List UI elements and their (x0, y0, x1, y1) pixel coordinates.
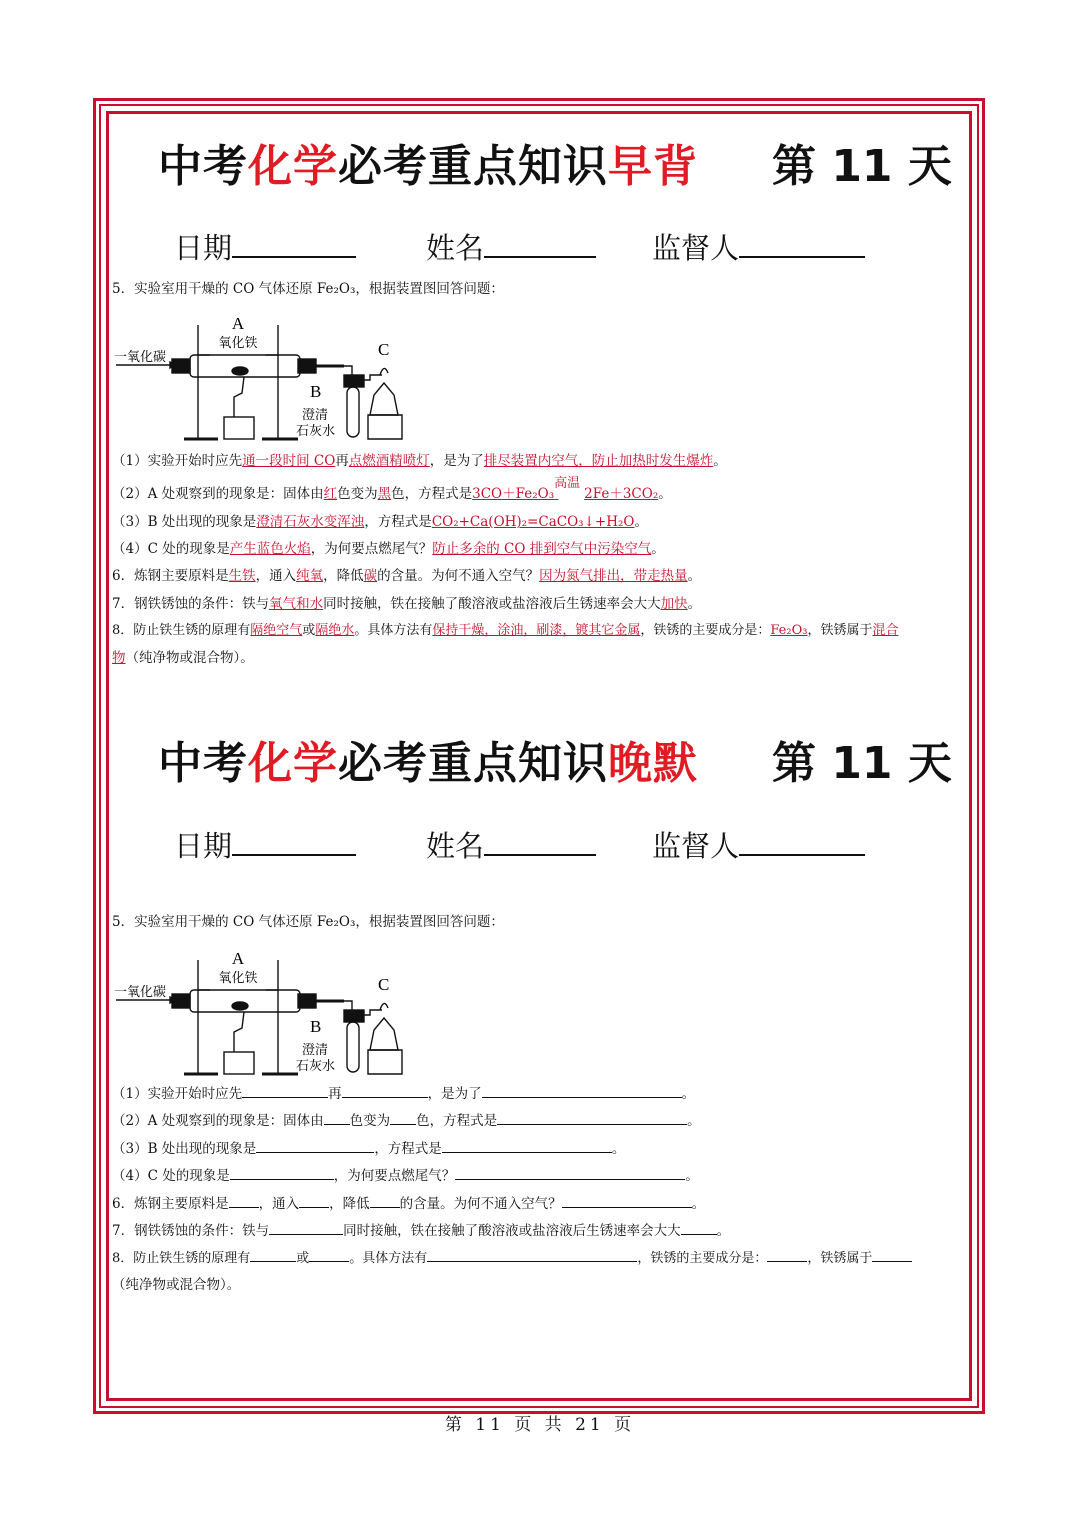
date-label: 日期 (174, 829, 233, 863)
question-5-3: （3）B 处出现的现象是 ，方程式是 。 (112, 1141, 626, 1157)
question-5-2: （2）A 处观察到的现象是：固体由 色变为 色，方程式是 。 (112, 1113, 701, 1129)
question-7: 7．钢铁锈蚀的条件：铁与氧气和水同时接触，铁在接触了酸溶液或盐溶液后生锈速率会大大加快。 (112, 596, 702, 612)
answer: Fe₂O₃ (770, 623, 808, 638)
title-part: 必考重点知识 (338, 738, 608, 789)
apparatus-diagram (112, 315, 412, 445)
answer-blank[interactable] (872, 1249, 912, 1262)
answer-blank[interactable] (442, 1140, 612, 1153)
question-5-4: （4）C 处的现象是产生蓝色火焰，为何要点燃尾气？防止多余的 CO 排到空气中污染空气。 (112, 541, 665, 557)
date-blank[interactable] (232, 827, 356, 856)
answer-blank[interactable] (250, 1249, 296, 1262)
question-5-4: （4）C 处的现象是 ，为何要点燃尾气？ 。 (112, 1168, 699, 1184)
question-5-1: （1）实验开始时应先 再 ，是为了 。 (112, 1086, 696, 1102)
question-7: 7．钢铁锈蚀的条件：铁与 同时接触，铁在接触了酸溶液或盐溶液后生锈速率会大大 。 (112, 1223, 731, 1239)
date-label: 日期 (174, 231, 233, 265)
answer-blank[interactable] (230, 1167, 334, 1180)
title-part-red: 晚默 (608, 738, 698, 789)
title-part-red: 化学 (248, 141, 338, 192)
question-8-cont: 物（纯净物或混合物）。 (112, 650, 254, 666)
question-5-3: （3）B 处出现的现象是澄清石灰水变浑浊，方程式是CO₂+Ca(OH)₂=CaCO₃↓+H₂O。 (112, 514, 648, 530)
answer-blank[interactable] (299, 1195, 329, 1208)
supervisor-field[interactable] (652, 824, 865, 865)
answer-blank[interactable] (390, 1112, 416, 1125)
answer-blank[interactable] (309, 1249, 349, 1262)
date-field[interactable] (174, 226, 356, 267)
supervisor-field[interactable] (652, 226, 865, 267)
answer: CO₂+Ca(OH)₂=CaCO₃↓+H₂O (431, 514, 635, 530)
title-part-red: 化学 (248, 738, 338, 789)
question-5: 5．实验室用干燥的 CO 气体还原 Fe₂O₃，根据装置图回答问题： (112, 281, 504, 297)
supervisor-blank[interactable] (739, 827, 865, 856)
name-blank[interactable] (484, 229, 596, 258)
answer-blank[interactable] (269, 1222, 343, 1235)
answer: 碳 (363, 568, 378, 584)
apparatus-diagram (112, 950, 412, 1080)
title-part: 必考重点知识 (338, 141, 608, 192)
page-number: 第 11 页 共 21 页 (444, 1415, 636, 1435)
answer: 点燃酒精喷灯 (348, 453, 430, 469)
answer: 保持干燥，涂油，刷漆，镀其它金属 (432, 623, 641, 638)
answer: 氧气和水 (269, 596, 324, 612)
supervisor-label: 监督人 (652, 231, 740, 265)
answer: 混合 (872, 623, 899, 638)
label-co: 一氧化碳 (114, 350, 167, 365)
label-a: A (231, 950, 245, 968)
answer-blank[interactable] (681, 1222, 717, 1235)
reaction-condition: 高温 (554, 476, 581, 491)
answer-blank[interactable] (229, 1195, 259, 1208)
answer: 排尽装置内空气，防止加热时发生爆炸 (483, 453, 714, 469)
answer: 通一段时间 CO (242, 453, 336, 469)
answer-blank[interactable] (256, 1140, 374, 1153)
answer-blank[interactable] (242, 1085, 328, 1098)
answer: 产生蓝色火焰 (229, 541, 311, 557)
name-field[interactable] (426, 824, 596, 865)
label-lime-2: 石灰水 (296, 424, 336, 439)
label-c: C (378, 340, 390, 359)
answer-blank[interactable] (497, 1112, 687, 1125)
answer: 生铁 (228, 568, 256, 584)
title-part-red: 早背 (608, 141, 698, 192)
name-field[interactable] (426, 226, 596, 267)
label-lime-1: 澄清 (302, 1043, 329, 1058)
date-field[interactable] (174, 824, 356, 865)
title-part: 中考 (158, 738, 248, 789)
question-6: 6．炼钢主要原料是生铁，通入纯氧，降低碳的含量。为何不通入空气？因为氮气排出，带走热量。 (112, 568, 702, 584)
name-label: 姓名 (426, 829, 485, 863)
answer-blank[interactable] (562, 1195, 692, 1208)
label-lime-1: 澄清 (302, 408, 329, 423)
supervisor-blank[interactable] (739, 229, 865, 258)
title-part: 中考 (158, 141, 248, 192)
label-lime-2: 石灰水 (296, 1059, 336, 1074)
question-8: 8．防止铁生锈的原理有隔绝空气或隔绝水。具体方法有保持干燥，涂油，刷漆，镀其它金属，铁锈的主要成分是：Fe₂O₃，铁锈属于混合 (112, 623, 899, 638)
evening-title (158, 727, 698, 791)
answer: 物 (112, 650, 126, 666)
answer: 隔绝空气 (250, 623, 303, 638)
answer: 澄清石灰水变浑浊 (256, 514, 365, 530)
label-co: 一氧化碳 (114, 985, 167, 1000)
answer-blank[interactable] (455, 1167, 685, 1180)
supervisor-label: 监督人 (652, 829, 740, 863)
answer: 3CO＋Fe₂O₃ (472, 486, 555, 502)
answer-blank[interactable] (767, 1249, 807, 1262)
question-5-1: （1）实验开始时应先通一段时间 CO再点燃酒精喷灯，是为了排尽装置内空气，防止加热时发生爆炸。 (112, 453, 727, 469)
answer-blank[interactable] (342, 1085, 428, 1098)
answer: 2Fe＋3CO₂ (584, 486, 659, 502)
answer-blank[interactable] (427, 1249, 637, 1262)
label-c: C (378, 975, 390, 994)
answer: 红 (323, 486, 338, 502)
question-5-2: （2）A 处观察到的现象是：固体由红色变为黑色，方程式是3CO＋Fe₂O₃ 高温 2Fe＋3CO₂。 (112, 476, 672, 502)
label-fe2o3: 氧化铁 (218, 971, 258, 986)
label-fe2o3: 氧化铁 (218, 336, 258, 351)
answer: 加快 (660, 596, 688, 612)
morning-title (158, 130, 698, 194)
label-b: B (310, 1017, 322, 1036)
label-b: B (310, 382, 322, 401)
answer: 黑 (377, 486, 392, 502)
answer: 纯氧 (296, 568, 324, 584)
morning-day: 第 11 天 (772, 141, 952, 192)
question-5: 5．实验室用干燥的 CO 气体还原 Fe₂O₃，根据装置图回答问题： (112, 914, 504, 930)
question-8-cont: （纯净物或混合物）。 (112, 1277, 241, 1293)
answer-blank[interactable] (370, 1195, 400, 1208)
question-8: 8．防止铁生锈的原理有 或 。具体方法有 ，铁锈的主要成分是： ，铁锈属于 (112, 1249, 912, 1268)
answer: 防止多余的 CO 排到空气中污染空气 (432, 541, 652, 557)
evening-day: 第 11 天 (772, 738, 952, 789)
label-a: A (231, 315, 245, 333)
name-blank[interactable] (484, 827, 596, 856)
answer-blank[interactable] (324, 1112, 350, 1125)
answer: 隔绝水 (315, 623, 355, 638)
answer: 因为氮气排出，带走热量 (539, 568, 688, 584)
name-label: 姓名 (426, 231, 485, 265)
answer-blank[interactable] (482, 1085, 682, 1098)
question-6: 6．炼钢主要原料是 ，通入 ，降低 的含量。为何不通入空气？ 。 (112, 1196, 706, 1212)
date-blank[interactable] (232, 229, 356, 258)
